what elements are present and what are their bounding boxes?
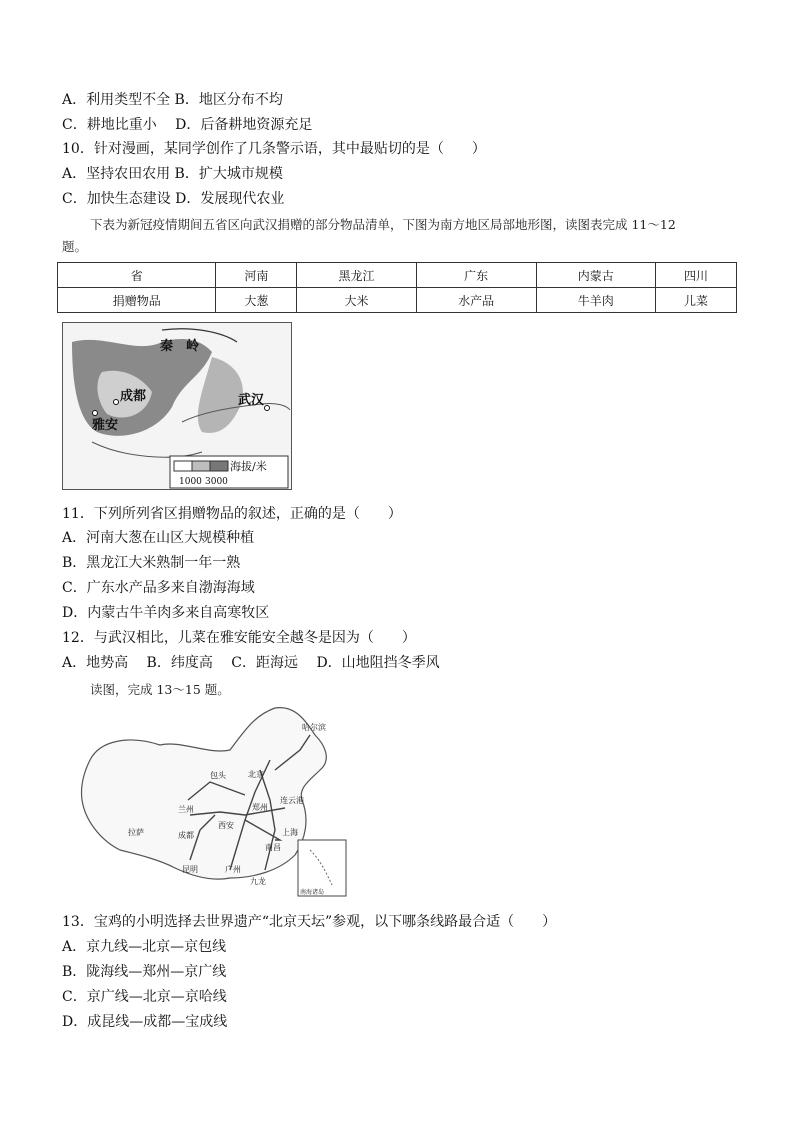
terrain-map [62, 322, 292, 490]
label-baotou: 包头 [210, 771, 226, 780]
table-cell: 内蒙古 [536, 263, 656, 288]
intro-13-15: 读图，完成 13～15 题。 [90, 682, 230, 697]
intro-11-12-line1: 下表为新冠疫情期间五省区向武汉捐赠的部分物品清单，下图为南方地区局部地形图，读图表完成 11～12 [90, 217, 676, 232]
label-lianyungang: 连云港 [280, 796, 304, 805]
table-cell: 省 [58, 263, 216, 288]
q9-option-ab: A．利用类型不全 B．地区分布不均 [62, 92, 283, 108]
table-cell: 黑龙江 [297, 263, 417, 288]
legend-title: 海拔/米 [230, 460, 267, 473]
label-lanzhou: 兰州 [178, 805, 194, 814]
legend-swatch-high [210, 461, 228, 471]
table-cell: 广东 [416, 263, 536, 288]
q10-option-ab: A．坚持农田农用 B．扩大城市规模 [62, 166, 283, 182]
table-cell: 四川 [656, 263, 737, 288]
q13-option-b: B．陇海线—郑州—京广线 [62, 964, 227, 980]
elevation-legend [170, 456, 288, 488]
label-qinling: 秦 岭 [160, 339, 200, 354]
label-xian: 西安 [218, 821, 234, 830]
label-zhengzhou: 郑州 [252, 803, 268, 812]
south-china-sea-inset [298, 840, 346, 896]
table-header-row [58, 263, 737, 288]
wuhan-marker-icon [265, 406, 270, 411]
label-wuhan: 武汉 [238, 393, 265, 408]
donation-table [57, 262, 737, 313]
table-cell: 大葱 [216, 288, 297, 313]
q13-option-c: C．京广线—北京—京哈线 [62, 989, 227, 1005]
q11-option-d: D．内蒙古牛羊肉多来自高寒牧区 [62, 605, 270, 621]
intro-11-12-line2: 题。 [62, 239, 88, 254]
legend-swatch-mid [192, 461, 210, 471]
label-jiulong: 九龙 [250, 877, 266, 886]
q11-stem: 11．下列所列省区捐赠物品的叙述，正确的是（ ） [62, 506, 402, 522]
q11-option-a: A．河南大葱在山区大规模种植 [62, 530, 255, 546]
table-cell: 捐赠物品 [58, 288, 216, 313]
q13-stem: 13．宝鸡的小明选择去世界遗产“北京天坛”参观，以下哪条线路最合适（ ） [62, 914, 557, 930]
q13-option-a: A．京九线—北京—京包线 [62, 939, 227, 955]
table-row [58, 288, 737, 313]
legend-value-1000: 1000 [179, 477, 202, 487]
label-nanchang: 南昌 [265, 843, 281, 852]
table-cell: 河南 [216, 263, 297, 288]
label-beijing: 北京 [248, 770, 264, 779]
label-harbin: 哈尔滨 [302, 723, 326, 732]
q11-option-c: C．广东水产品多来自渤海海域 [62, 580, 255, 596]
q10-stem: 10．针对漫画，某同学创作了几条警示语，其中最贴切的是（ ） [62, 141, 486, 157]
q12-stem: 12．与武汉相比，儿菜在雅安能安全越冬是因为（ ） [62, 630, 416, 646]
legend-value-3000: 3000 [205, 477, 228, 487]
table-cell: 水产品 [416, 288, 536, 313]
table-cell: 儿菜 [656, 288, 737, 313]
q9-option-cd: C．耕地比重小 D．后备耕地资源充足 [62, 117, 313, 133]
q10-option-cd: C．加快生态建设 D．发展现代农业 [62, 191, 285, 207]
q11-option-b: B．黑龙江大米熟制一年一熟 [62, 555, 241, 571]
label-lhasa: 拉萨 [128, 828, 144, 837]
label-guangzhou: 广州 [225, 865, 241, 874]
table-cell: 大米 [297, 288, 417, 313]
railway-map [70, 700, 360, 900]
label-shanghai: 上海 [282, 828, 298, 837]
inset-label: 南海诸岛 [300, 889, 325, 896]
label-chengdu: 成都 [120, 389, 147, 404]
yaan-marker-icon [93, 411, 98, 416]
label-yaan: 雅安 [92, 418, 119, 433]
q12-options: A．地势高 B．纬度高 C．距海远 D．山地阻挡冬季风 [62, 655, 440, 671]
label-kunming: 昆明 [182, 865, 198, 874]
china-outline [81, 708, 326, 880]
label-chengdu-rail: 成都 [178, 831, 194, 840]
q13-option-d: D．成昆线—成都—宝成线 [62, 1014, 228, 1030]
legend-swatch-low [174, 461, 192, 471]
chengdu-marker-icon [114, 400, 119, 405]
table-cell: 牛羊肉 [536, 288, 656, 313]
